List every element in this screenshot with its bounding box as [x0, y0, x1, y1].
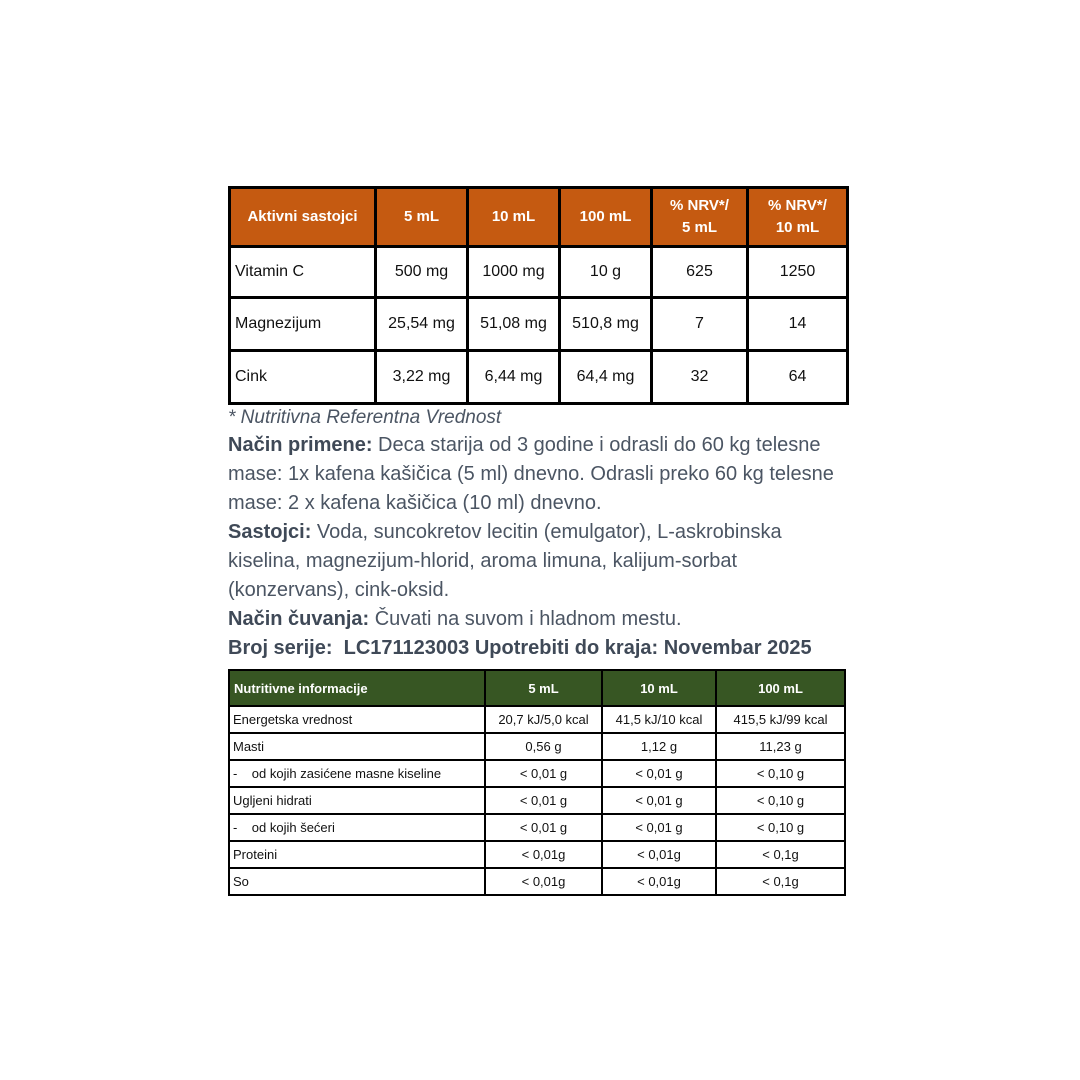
cell-100ml: < 0,10 g — [716, 814, 845, 841]
cell-10ml: < 0,01 g — [602, 787, 716, 814]
cell-5ml: < 0,01 g — [485, 814, 602, 841]
cell-10ml: 1000 mg — [468, 247, 560, 298]
cell-100ml: 10 g — [560, 247, 652, 298]
cell-100ml: < 0,10 g — [716, 760, 845, 787]
header-nrv-10ml-line2: 10 mL — [775, 219, 820, 236]
nutrient-name: - od kojih zasićene masne kiseline — [229, 760, 485, 787]
table-row — [229, 814, 845, 841]
ingredients-label: Sastojci: — [228, 521, 312, 543]
header-nrv-5ml-line2: 5 mL — [681, 219, 717, 236]
cell-10ml: 1,12 g — [602, 733, 716, 760]
header-10ml: 10 mL — [468, 188, 560, 247]
cell-10ml: < 0,01g — [602, 841, 716, 868]
usage-label: Način primene: — [228, 434, 373, 456]
header-active-ingredients: Aktivni sastojci — [230, 188, 376, 247]
label-text-block — [228, 405, 846, 663]
header-nrv-5ml-line1: % NRV*/ — [670, 197, 729, 214]
nutrition-header-row — [229, 670, 845, 706]
usage-paragraph — [228, 431, 846, 518]
product-label — [228, 186, 846, 896]
nutrient-name: Proteini — [229, 841, 485, 868]
storage-label: Način čuvanja: — [228, 608, 370, 630]
header-100ml: 100 mL — [560, 188, 652, 247]
cell-10ml: 51,08 mg — [468, 298, 560, 351]
usage-text: Deca starija od 3 godine i odrasli do 60 kg telesne mase: 1x kafena kašičica (5 ml) dnevno. Odrasli preko 60 kg telesne mase: 2 x kafena kašičica (10 ml) dnevno. — [228, 434, 834, 514]
cell-100ml: 510,8 mg — [560, 298, 652, 351]
ingredients-paragraph — [228, 518, 846, 605]
table-row — [229, 841, 845, 868]
cell-5ml: 3,22 mg — [376, 351, 468, 404]
header-5ml: 5 mL — [485, 670, 602, 706]
cell-5ml: 500 mg — [376, 247, 468, 298]
cell-5ml: < 0,01 g — [485, 760, 602, 787]
cell-nrv-5ml: 32 — [652, 351, 748, 404]
cell-5ml: < 0,01g — [485, 868, 602, 895]
cell-100ml: 11,23 g — [716, 733, 845, 760]
table-row — [229, 760, 845, 787]
cell-nrv-5ml: 7 — [652, 298, 748, 351]
nrv-footnote: * Nutritivna Referentna Vrednost — [228, 407, 502, 428]
nutrient-name: Ugljeni hidrati — [229, 787, 485, 814]
cell-10ml: < 0,01 g — [602, 760, 716, 787]
header-10ml: 10 mL — [602, 670, 716, 706]
cell-10ml: 6,44 mg — [468, 351, 560, 404]
cell-10ml: 41,5 kJ/10 kcal — [602, 706, 716, 733]
nutrient-name: Energetska vrednost — [229, 706, 485, 733]
table-row — [229, 733, 845, 760]
table-row — [229, 787, 845, 814]
nutrient-name: Masti — [229, 733, 485, 760]
cell-5ml: 20,7 kJ/5,0 kcal — [485, 706, 602, 733]
ingredient-name: Vitamin C — [230, 247, 376, 298]
cell-5ml: 25,54 mg — [376, 298, 468, 351]
cell-nrv-5ml: 625 — [652, 247, 748, 298]
cell-100ml: < 0,10 g — [716, 787, 845, 814]
ingredient-name: Cink — [230, 351, 376, 404]
table-row — [229, 706, 845, 733]
header-nrv-10ml-line1: % NRV*/ — [768, 197, 827, 214]
nutrient-name: So — [229, 868, 485, 895]
storage-paragraph — [228, 605, 846, 634]
serial-line: Broj serije: LC171123003 Upotrebiti do kraja: Novembar 2025 — [228, 637, 812, 659]
cell-100ml: < 0,1g — [716, 868, 845, 895]
table-row — [229, 868, 845, 895]
cell-100ml: 415,5 kJ/99 kcal — [716, 706, 845, 733]
header-100ml: 100 mL — [716, 670, 845, 706]
ingredient-name: Magnezijum — [230, 298, 376, 351]
cell-10ml: < 0,01g — [602, 868, 716, 895]
table-row — [230, 351, 848, 404]
cell-5ml: < 0,01g — [485, 841, 602, 868]
cell-nrv-10ml: 14 — [748, 298, 848, 351]
ingredients-text: Voda, suncokretov lecitin (emulgator), L-askrobinska kiselina, magnezijum-hlorid, aroma limuna, kalijum-sorbat (konzervans), cink-oksid. — [228, 521, 782, 601]
table-row — [230, 298, 848, 351]
cell-100ml: < 0,1g — [716, 841, 845, 868]
active-table-header-row — [230, 188, 848, 247]
header-nrv-10ml — [748, 188, 848, 247]
header-nrv-5ml — [652, 188, 748, 247]
table-row — [230, 247, 848, 298]
cell-10ml: < 0,01 g — [602, 814, 716, 841]
cell-5ml: 0,56 g — [485, 733, 602, 760]
cell-nrv-10ml: 1250 — [748, 247, 848, 298]
header-nutrition-info: Nutritivne informacije — [229, 670, 485, 706]
cell-nrv-10ml: 64 — [748, 351, 848, 404]
storage-text: Čuvati na suvom i hladnom mestu. — [369, 608, 682, 630]
cell-100ml: 64,4 mg — [560, 351, 652, 404]
cell-5ml: < 0,01 g — [485, 787, 602, 814]
nutrition-table — [228, 669, 846, 896]
nutrient-name: - od kojih šećeri — [229, 814, 485, 841]
active-ingredients-table — [228, 186, 849, 405]
header-5ml: 5 mL — [376, 188, 468, 247]
